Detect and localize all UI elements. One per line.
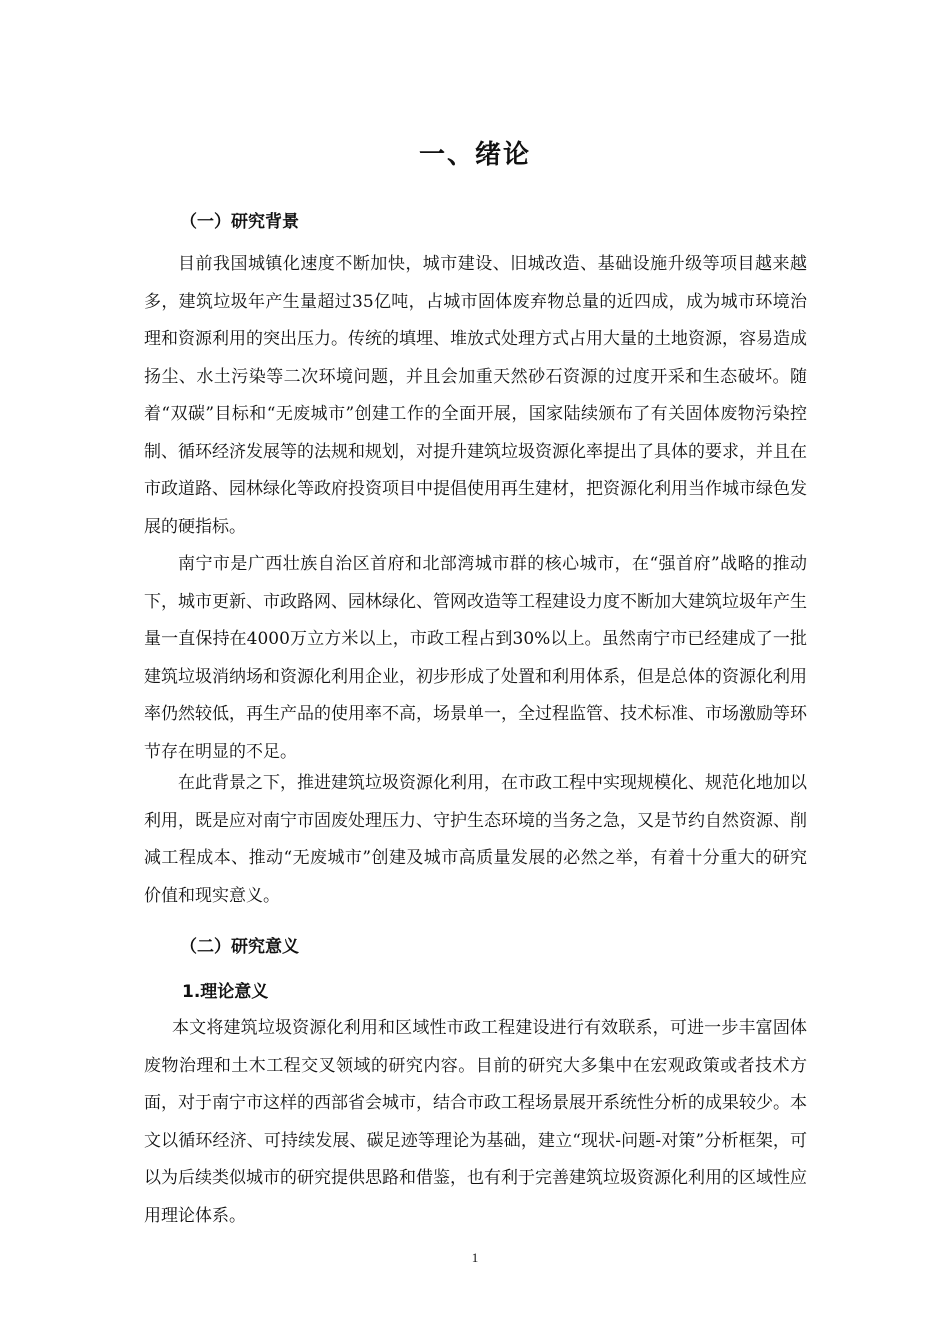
section-heading-background: （一）研究背景 <box>180 212 299 232</box>
background-paragraph-1: 目前我国城镇化速度不断加快，城市建设、旧城改造、基础设施升级等项目越来越多，建筑垃圾年产生量超过35亿吨，占城市固体废弃物总量的近四成，成为城市环境治理和资源利用的突出压力。传统的填埋、堆放式处理方式占用大量的土地资源，容易造成扬尘、水土污染等二次环境问题，并且会加重天然砂石资源的过度开采和生态破坏。随着“双碳”目标和“无废城市”创建工作的全面开展，国家陆续颁布了有关固体废物污染控制、循环经济发展等的法规和规划，对提升建筑垃圾资源化率提出了具体的要求，并且在市政道路、园林绿化等政府投资项目中提倡使用再生建材，把资源化利用当作城市绿色发展的硬指标。 <box>144 254 807 537</box>
page-number: 1 <box>471 1250 479 1265</box>
chapter-title: 一、绪论 <box>418 140 531 170</box>
theory-paragraph-1: 本文将建筑垃圾资源化利用和区域性市政工程建设进行有效联系，可进一步丰富固体废物治理和土木工程交叉领域的研究内容。目前的研究大多集中在宏观政策或者技术方面，对于南宁市这样的西部省会城市，结合市政工程场景展开系统性分析的成果较少。本文以循环经济、可持续发展、碳足迹等理论为基础，建立“现状-问题-对策”分析框架，可以为后续类似城市的研究提供思路和借鉴，也有利于完善建筑垃圾资源化利用的区域性应用理论体系。 <box>144 1018 807 1226</box>
section-heading-significance: （二）研究意义 <box>180 937 299 957</box>
background-paragraph-2: 南宁市是广西壮族自治区首府和北部湾城市群的核心城市，在“强首府”战略的推动下，城市更新、市政路网、园林绿化、管网改造等工程建设力度不断加大建筑垃圾年产生量一直保持在4000万立方米以上，市政工程占到30%以上。虽然南宁市已经建成了一批建筑垃圾消纳场和资源化利用企业，初步形成了处置和利用体系，但是总体的资源化利用率仍然较低，再生产品的使用率不高，场景单一，全过程监管、技术标准、市场激励等环节存在明显的不足。 <box>144 554 807 762</box>
subsection-heading-theory: 1.理论意义 <box>182 982 269 1002</box>
background-paragraph-3: 在此背景之下，推进建筑垃圾资源化利用，在市政工程中实现规模化、规范化地加以利用，既是应对南宁市固废处理压力、守护生态环境的当务之急，又是节约自然资源、削减工程成本、推动“无废城市”创建及城市高质量发展的必然之举，有着十分重大的研究价值和现实意义。 <box>144 773 807 906</box>
